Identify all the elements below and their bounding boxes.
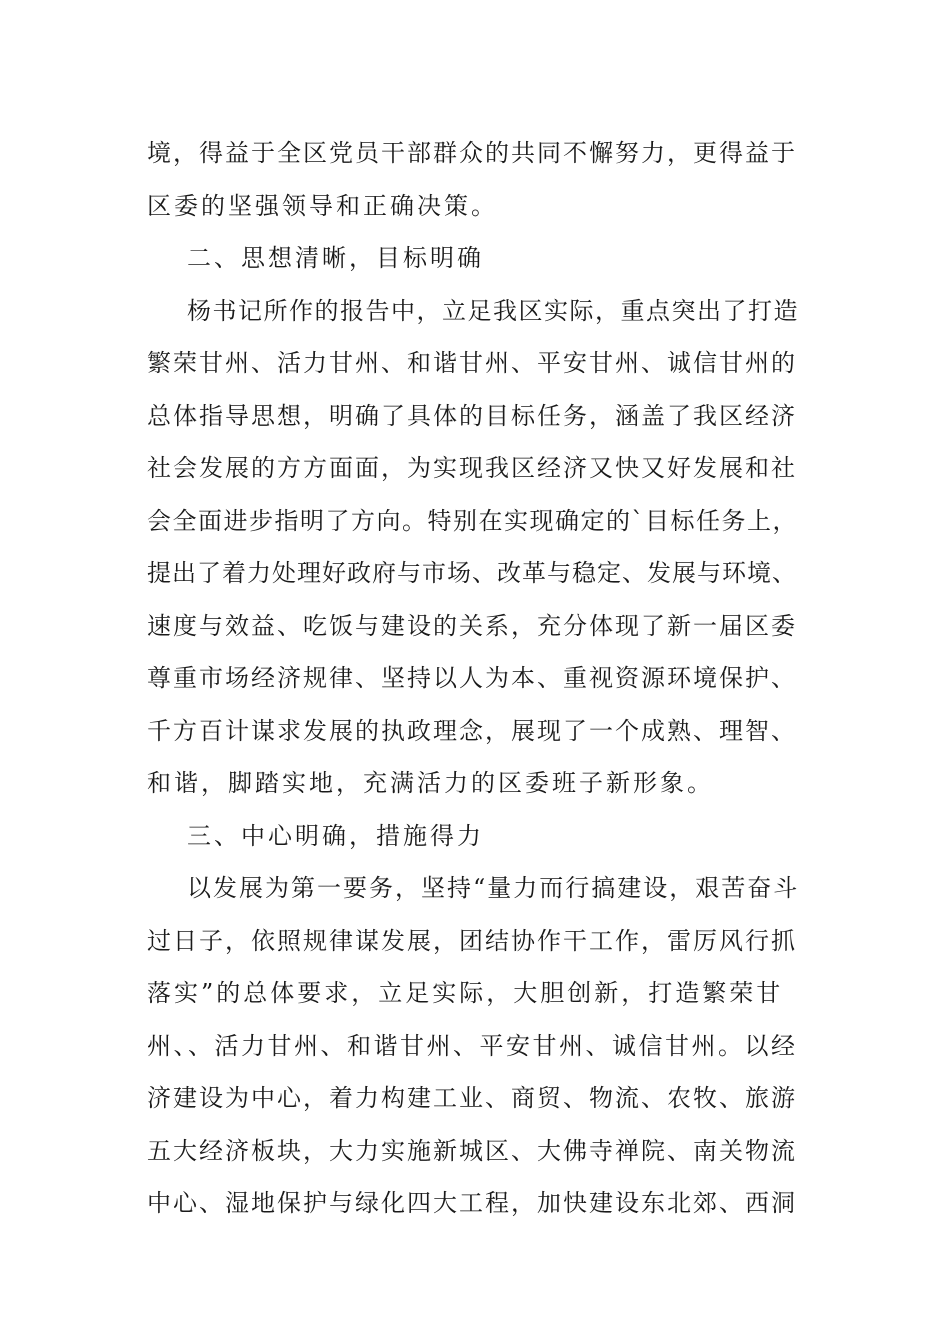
document-body [147,127,807,1230]
text-line: 落实”的总体要求，立足实际，大胆创新，打造繁荣甘 [147,979,784,1007]
section-heading: 三、中心明确，措施得力 [187,821,484,850]
section-heading: 二、思想清晰，目标明确 [187,244,484,272]
text-line: 五大经济板块，大力实施新城区、大佛寺禅院、南关物流 [147,1136,797,1165]
text-line: 社会发展的方方面面，为实现我区经济又快又好发展和社 [147,454,797,482]
text-line: 州、、活力甘州、和谐甘州、平安甘州、诚信甘州。以经 [147,1031,798,1060]
text-line: 千方百计谋求发展的执政理念，展现了一个成熟、理智、 [147,716,797,745]
text-line: 会全面进步指明了方向。特别在实现确定的`目标任务上， [147,506,798,535]
text-line: 区委的坚强领导和正确决策。 [147,191,498,220]
text-line: 济建设为中心，着力构建工业、商贸、物流、农牧、旅游 [147,1084,797,1112]
text-line: 繁荣甘州、活力甘州、和谐甘州、平安甘州、诚信甘州的 [147,349,797,377]
text-line: 以发展为第一要务，坚持“量力而行搞建设，艰苦奋斗 [187,874,800,902]
text-line: 境，得益于全区党员干部群众的共同不懈努力，更得益于 [147,139,797,167]
text-line: 速度与效益、吃饭与建设的关系，充分体现了新一届区委 [147,611,797,640]
text-line: 总体指导思想，明确了具体的目标任务，涵盖了我区经济 [147,401,797,430]
text-line: 中心、湿地保护与绿化四大工程，加快建设东北郊、西洞 [147,1189,797,1217]
text-line: 提出了着力处理好政府与市场、改革与稳定、发展与环境、 [147,559,797,587]
text-line: 和谐，脚踏实地，充满活力的区委班子新形象。 [147,769,714,797]
text-line: 尊重市场经济规律、坚持以人为本、重视资源环境保护、 [147,664,797,692]
text-line: 杨书记所作的报告中，立足我区实际，重点突出了打造 [187,296,799,325]
text-line: 过日子，依照规律谋发展，团结协作干工作，雷厉风行抓 [147,926,797,955]
